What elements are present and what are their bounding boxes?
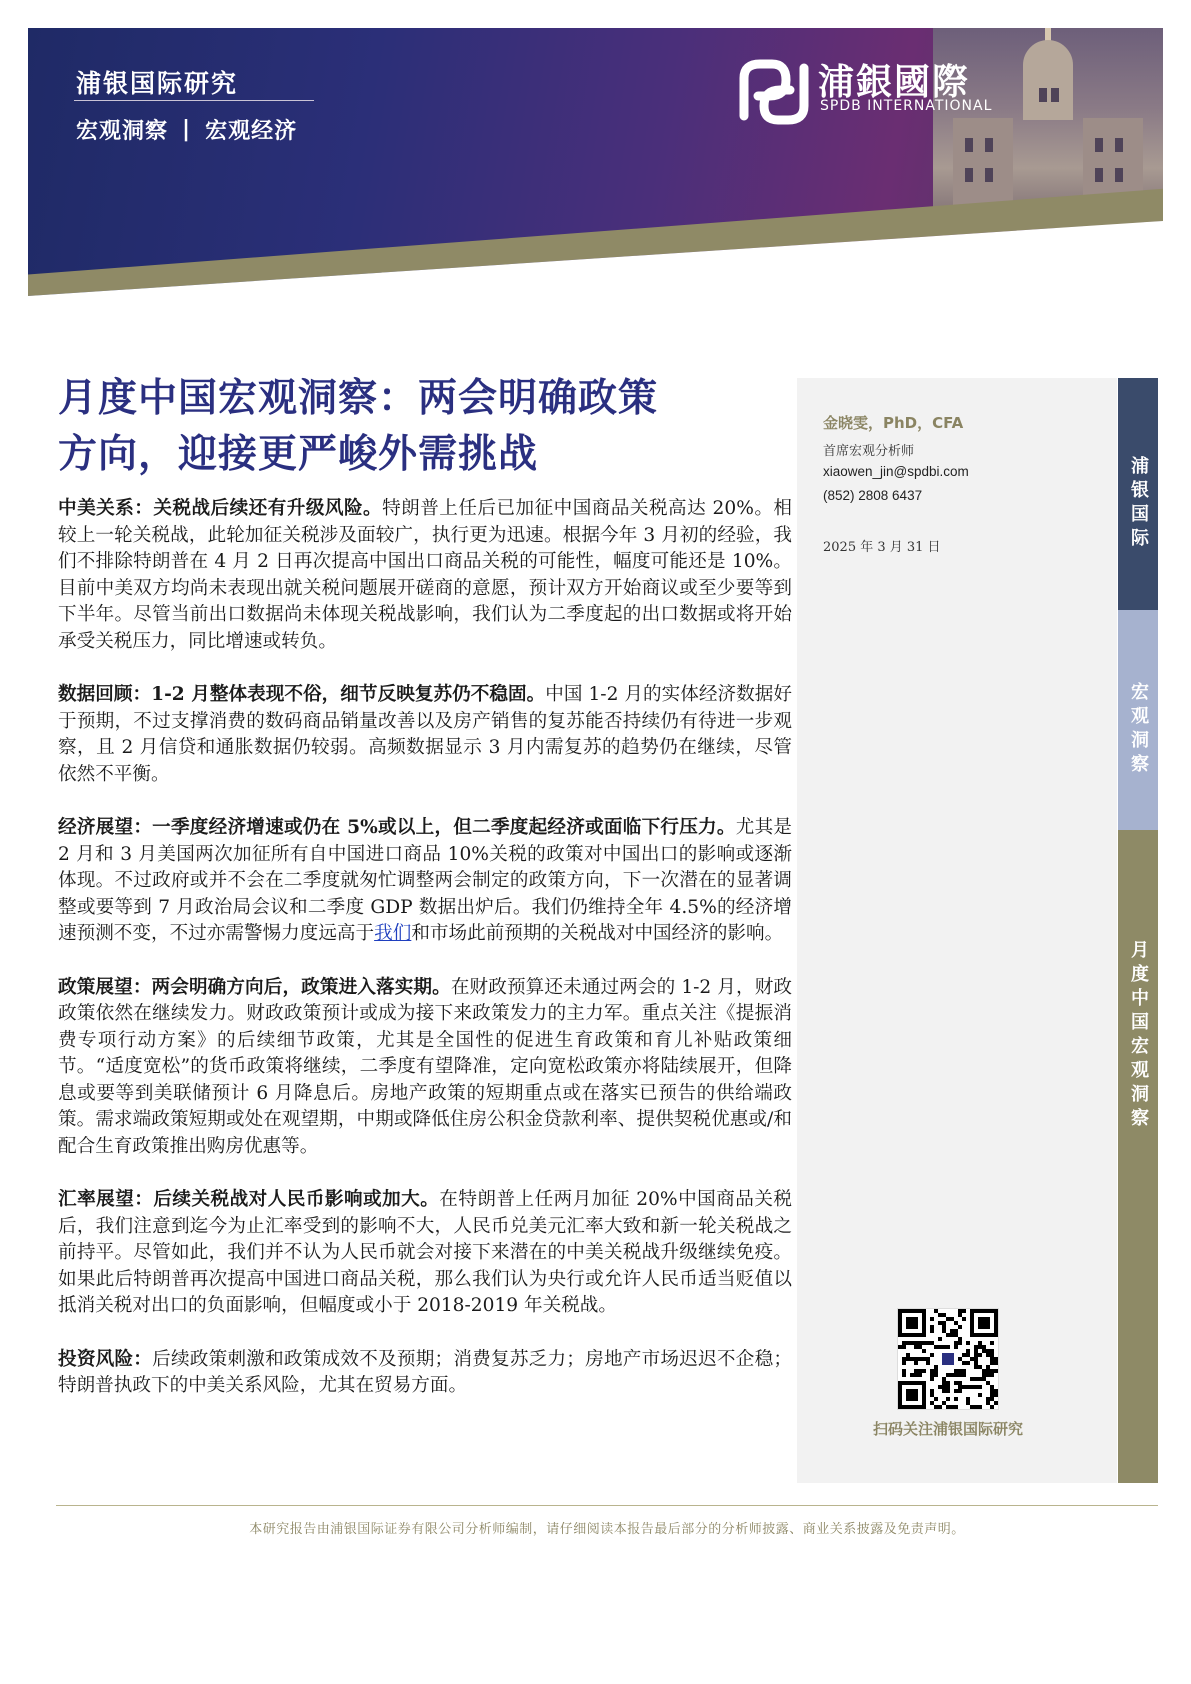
paragraph-investment-risk xyxy=(58,1347,792,1400)
paragraph-lead: 中美关系：关税战后续还有升级风险。 xyxy=(58,498,383,519)
paragraph-text: 特朗普上任后已加征中国商品关税高达 20%。相较上一轮关税战，此轮加征关税涉及面较广，执行更为迅速。根据今年 3 月初的经验，我们不排除特朗普在 4 月 2 日再次提高中国出口商品关税的可能性，幅度可能还是 10%。目前中美双方均尚未表现出就关税问题展开磋商的意愿，预计双方开始商议或至少要等到下半年。尽管当前出口数据尚未体现关税战影响，我们认为二季度起的出口数据或将开始承受关税压力，同比增速或转负。 xyxy=(58,498,792,652)
footer-disclaimer: 本研究报告由浦银国际证券有限公司分析师编制，请仔细阅读本报告最后部分的分析师披露、商业关系披露及免责声明。 xyxy=(249,1522,965,1537)
paragraph-policy-outlook xyxy=(58,975,792,1161)
logo-text-cn: 浦銀國際 xyxy=(818,62,971,103)
title-line: 方向，迎接更严峻外需挑战 xyxy=(58,431,539,477)
category-separator: | xyxy=(182,117,192,142)
side-tab-label: 宏观洞察 xyxy=(1128,682,1149,778)
paragraph-economic-outlook xyxy=(58,815,792,948)
paragraph-lead: 投资风险： xyxy=(58,1348,153,1370)
paragraph-text: 尤其是 2 月和 3 月美国两次加征所有自中国进口商品 10%关税的政策对中国出口的影响或逐渐体现。不过政府或并不会在二季度就匆忙调整两会制定的政策方向，下一次潜在的显著调整或要等到 7 月政治局会议和二季度 GDP 数据出炉后。我们仍维持全年 4.5%的经济增速预测不变，不过亦需警惕力度远高于 xyxy=(58,817,792,944)
report-category xyxy=(76,114,297,145)
paragraph-lead: 汇率展望：后续关税战对人民币影响或加大。 xyxy=(58,1189,440,1210)
logo-text-en: SPDB INTERNATIONAL xyxy=(820,98,993,114)
inline-link[interactable]: 我们 xyxy=(374,923,412,944)
paragraph-text: 后续政策刺激和政策成效不及预期；消费复苏乏力；房地产市场迟迟不企稳；特朗普执政下的中美关系风险，尤其在贸易方面。 xyxy=(58,1348,792,1396)
paragraph-lead: 经济展望：一季度经济增速或仍在 5%或以上，但二季度起经济或面临下行压力。 xyxy=(58,817,736,838)
footer-divider xyxy=(56,1505,1158,1506)
paragraph-text: 在财政预算还未通过两会的 1-2 月，财政政策依然在继续发力。财政政策预计或成为接下来政策发力的主力军。重点关注《提振消费专项行动方案》的后续细节政策，尤其是全国性的促进生育政策和育儿补贴政策细节。“适度宽松”的货币政策将继续，二季度有望降准，定向宽松政策亦将陆续展开，但降息或要等到美联储预计 6 月降息后。房地产政策的短期重点或在落实已预告的供给端政策。需求端政策短期或处在观望期，中期或降低住房公积金贷款利率、提供契税优惠或/和配合生育政策推出购房优惠等。 xyxy=(58,976,792,1157)
qr-code xyxy=(897,1308,999,1410)
paragraph-us-china xyxy=(58,496,792,655)
report-date: 2025 年 3 月 31 日 xyxy=(823,540,941,555)
category-label: 宏观洞察 xyxy=(76,119,169,144)
side-tab-macro-insight xyxy=(1118,610,1158,830)
title-line: 月度中国宏观洞察：两会明确政策 xyxy=(58,375,659,421)
subcategory-label: 宏观经济 xyxy=(205,119,298,144)
side-tab-spdbi xyxy=(1118,378,1158,610)
header-banner xyxy=(28,28,1163,296)
brand-name: 浦银国际研究 xyxy=(76,69,239,98)
paragraph-text: 和市场此前预期的关税战对中国经济的影响。 xyxy=(411,923,784,944)
brand-divider xyxy=(74,100,314,101)
paragraph-text: 中国 1-2 月的实体经济数据好于预期，不过支撑消费的数码商品销量改善以及房产销售的复苏能否持续仍有待进一步观察，且 2 月信贷和通胀数据仍较弱。高频数据显示 3 月内需复苏的趋势仍在继续，尽管依然不平衡。 xyxy=(58,684,792,785)
side-tab-label: 月度中国宏观洞察 xyxy=(1128,940,1149,1132)
author-role: 首席宏观分析师 xyxy=(823,444,915,459)
spdb-logo-icon xyxy=(738,56,810,128)
author-email[interactable]: xiaowen_jin@spdbi.com xyxy=(823,464,969,479)
qr-caption: 扫码关注浦银国际研究 xyxy=(872,1420,1023,1438)
report-body xyxy=(58,496,792,1427)
author-phone: (852) 2808 6437 xyxy=(823,488,923,503)
paragraph-text: 在特朗普上任两月加征 20%中国商品关税后，我们注意到迄今为止汇率受到的影响不大，人民币兑美元汇率大致和新一轮关税战之前持平。尽管如此，我们并不认为人民币就会对接下来潜在的中美关税战升级继续免疫。如果此后特朗普再次提高中国进口商品关税，那么我们认为央行或允许人民币适当贬值以抵消关税对出口的负面影响，但幅度或小于 2018-2019 年关税战。 xyxy=(58,1189,792,1316)
side-tab-label: 浦银国际 xyxy=(1128,456,1149,552)
side-tab-monthly-insight xyxy=(1118,830,1158,1483)
paragraph-data-review xyxy=(58,682,792,788)
author-name: 金晓雯，PhD，CFA xyxy=(823,414,964,432)
paragraph-lead: 数据回顾：1-2 月整体表现不俗，细节反映复苏仍不稳固。 xyxy=(58,684,546,705)
report-title xyxy=(58,370,798,482)
paragraph-fx-outlook xyxy=(58,1187,792,1320)
paragraph-lead: 政策展望：两会明确方向后，政策进入落实期。 xyxy=(58,976,451,998)
